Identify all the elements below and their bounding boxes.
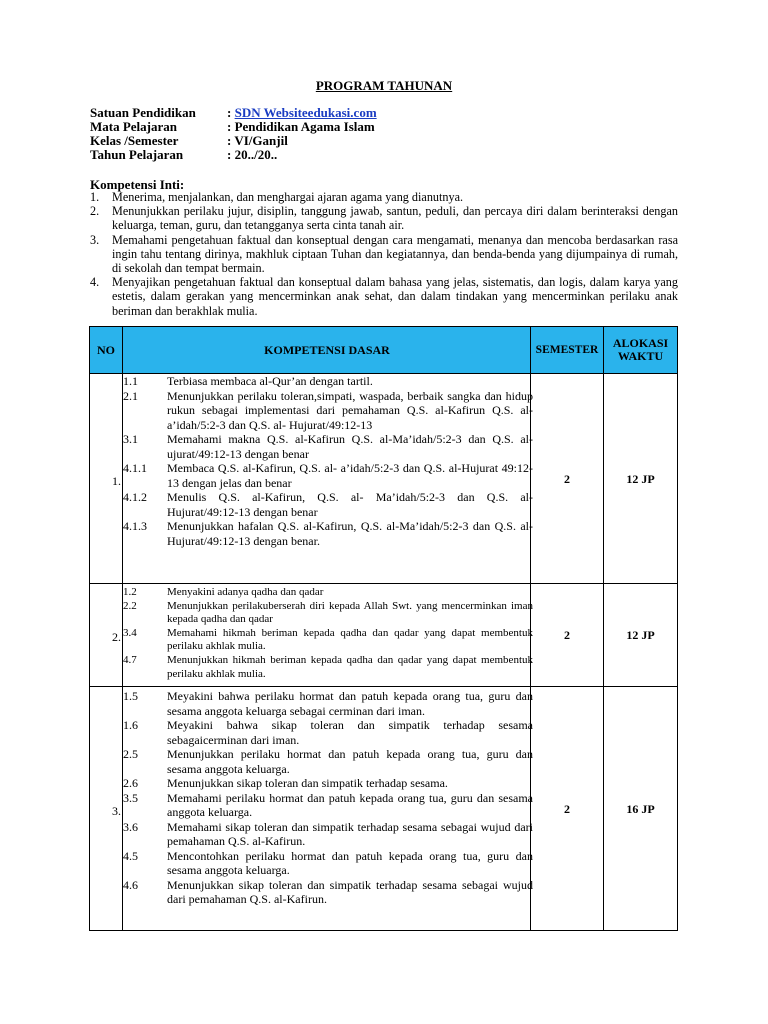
info-separator: : — [227, 147, 235, 162]
info-separator: : — [227, 119, 235, 134]
header-semester: SEMESTER — [535, 343, 599, 356]
info-value — [227, 106, 377, 120]
kd-text: Menunjukkan sikap toleran dan simpatik terhadap sesama sebagai wujud dari pemahaman Q.S. al-Kafirun. — [167, 877, 533, 906]
kd-item — [123, 689, 533, 718]
row-alokasi-waktu: 16 JP — [626, 801, 655, 816]
kd-number: 4.5 — [123, 848, 138, 863]
header-kompetensi-dasar: KOMPETENSI DASAR — [264, 342, 390, 357]
kd-text: Membaca Q.S. al-Kafirun, Q.S. al- a’idah/5:2-3 dan Q.S. al-Hujurat 49:12-13 dengan jelas dan benar — [167, 461, 533, 490]
kd-item — [123, 791, 533, 820]
kd-text: Memahami makna Q.S. al-Kafirun Q.S. al-Ma’idah/5:2-3 dan Q.S. al- ujurat/49:12-13 dengan benar — [167, 432, 533, 461]
info-value — [227, 148, 277, 162]
kd-item — [123, 519, 533, 548]
info-separator: : — [227, 133, 235, 148]
info-label: Kelas /Semester — [90, 133, 179, 148]
kd-text: Menunjukkan sikap toleran dan simpatik terhadap sesama. — [167, 776, 448, 790]
kd-item — [123, 490, 533, 519]
ki-text: Memahami pengetahuan faktual dan konseptual dengan cara mengamati, menanya dan mencoba berdasarkan rasa ingin tahu tentang dirinya, makhluk ciptaan Tuhan dan kegiatannya, dan benda-benda yang dijumpainya di rumah, di sekolah dan tempat bermain. — [112, 232, 678, 276]
info-separator: : — [227, 105, 235, 120]
info-value — [227, 134, 288, 148]
ki-number: 4. — [90, 275, 100, 290]
table-header — [90, 327, 677, 374]
kd-text: Menyakini adanya qadha dan qadar — [167, 586, 324, 598]
kd-item — [123, 461, 533, 490]
kd-number: 1.5 — [123, 689, 138, 703]
kd-text: Meyakini bahwa perilaku hormat dan patuh kepada orang tua, guru dan sesama anggota keluarga sebagai cerminan dari iman. — [167, 689, 533, 718]
page-title: PROGRAM TAHUNAN — [315, 78, 453, 93]
kd-number: 4.7 — [123, 653, 137, 666]
kd-list — [123, 689, 533, 907]
kd-number: 4.6 — [123, 877, 138, 892]
ki-text: Menyajikan pengetahuan faktual dan konseptual dalam bahasa yang jelas, sistematis, dan logis, dalam karya yang estetis, dalam gerakan yang mencerminkan anak sehat, dan dalam tindakan yang mencerminkan perilaku anak beriman dan berakhlak mulia. — [112, 275, 678, 318]
row-alokasi-waktu: 12 JP — [626, 471, 655, 486]
kd-number: 3.5 — [123, 790, 138, 805]
kd-text: Menunjukkan perilaku hormat dan patuh kepada orang tua, guru dan sesama anggota keluarga. — [167, 747, 533, 776]
info-label: Satuan Pendidikan — [90, 105, 196, 120]
kd-number: 2.5 — [123, 747, 138, 761]
kd-text: Menunjukkan perilakuberserah diri kepada Allah Swt. yang mencerminkan iman kepada qadha dan qadar — [167, 599, 533, 626]
info-link[interactable]: SDN Websiteedukasi.com — [234, 105, 377, 120]
kd-number: 3.1 — [123, 432, 138, 446]
kd-number: 1.6 — [123, 718, 138, 732]
kd-number: 1.2 — [123, 586, 137, 598]
kd-text: Menulis Q.S. al-Kafirun, Q.S. al- Ma’idah/5:2-3 dan Q.S. al- Hujurat/49:12-13 dengan benar — [167, 490, 533, 519]
row-semester: 2 — [564, 471, 570, 486]
kd-text: Menunjukkan perilaku toleran,simpati, waspada, berbaik sangka dan hidup rukun sebagai implementasi dari pemahaman Q.S. al-Kafirun Q.S. al- a’idah/5:2-3 dan Q.S. al- Hujurat/49:12-13 — [167, 388, 533, 432]
kd-number: 2.1 — [123, 388, 138, 403]
kd-item — [123, 776, 533, 791]
kd-item — [123, 600, 533, 627]
kompetensi-table — [89, 326, 678, 931]
ki-item — [90, 190, 678, 204]
kd-number: 4.1.3 — [123, 519, 147, 533]
ki-number: 2. — [90, 204, 100, 219]
row-semester: 2 — [564, 801, 570, 816]
kd-list — [123, 586, 533, 681]
row-semester: 2 — [564, 628, 570, 642]
kd-item — [123, 389, 533, 433]
kd-text: Menunjukkan hikmah beriman kepada qadha dan qadar yang dapat membentuk perilaku akhlak mulia. — [167, 653, 533, 680]
ki-item — [90, 275, 678, 318]
header-alokasi-waktu: ALOKASI WAKTU — [612, 336, 669, 363]
kompetensi-inti-heading: Kompetensi Inti: — [90, 177, 185, 192]
kd-text: Memahami sikap toleran dan simpatik terhadap sesama sebagai wujud dari pemahaman Q.S. al-Kafirun. — [167, 819, 533, 848]
kd-item — [123, 627, 533, 654]
ki-number: 1. — [90, 190, 100, 204]
kd-item — [123, 432, 533, 461]
kd-item — [123, 654, 533, 681]
kd-text: Memahami perilaku hormat dan patuh kepada orang tua, guru dan sesama anggota keluarga. — [167, 790, 533, 819]
kd-number: 4.1.2 — [123, 490, 147, 504]
kd-item — [123, 878, 533, 907]
kd-text: Terbiasa membaca al-Qur’an dengan tartil. — [167, 374, 373, 388]
kd-text: Memahami hikmah beriman kepada qadha dan qadar yang dapat membentuk perilaku akhlak mulia. — [167, 626, 533, 653]
info-text: VI/Ganjil — [234, 133, 288, 148]
header-no: NO — [97, 342, 115, 357]
info-text: 20../20.. — [234, 147, 278, 162]
kd-text: Menunjukkan hafalan Q.S. al-Kafirun, Q.S. al-Ma’idah/5:2-3 dan Q.S. al-Hujurat/49:12-13 dengan benar. — [167, 519, 533, 548]
info-label: Tahun Pelajaran — [90, 147, 184, 162]
kd-item — [123, 820, 533, 849]
ki-text: Menerima, menjalankan, dan menghargai ajaran agama yang dianutnya. — [112, 190, 464, 204]
info-label: Mata Pelajaran — [90, 119, 178, 134]
row-number: 3. — [112, 803, 121, 818]
kd-item — [123, 747, 533, 776]
kd-number: 1.1 — [123, 374, 138, 388]
ki-item — [90, 204, 678, 232]
kd-number: 3.6 — [123, 819, 138, 834]
kd-number: 3.4 — [123, 626, 137, 639]
kd-number: 2.6 — [123, 776, 138, 790]
kd-number: 4.1.1 — [123, 461, 147, 475]
ki-text: Menunjukkan perilaku jujur, disiplin, tanggung jawab, santun, peduli, dan percaya diri dalam berinteraksi dengan keluarga, teman, guru, dan tetangganya serta cinta tanah air. — [112, 204, 678, 233]
kd-item — [123, 374, 533, 389]
kd-text: Meyakini bahwa sikap toleran dan simpatik terhadap sesama sebagaicerminan dari iman. — [167, 718, 533, 747]
kd-number: 2.2 — [123, 599, 137, 612]
row-number: 1. — [112, 473, 121, 488]
info-value — [227, 120, 375, 134]
row-number: 2. — [112, 630, 121, 644]
kompetensi-inti-list — [90, 190, 678, 318]
info-text: Pendidikan Agama Islam — [234, 119, 375, 134]
kd-item — [123, 718, 533, 747]
row-divider — [90, 583, 677, 584]
row-divider — [90, 686, 677, 687]
kd-item — [123, 586, 533, 600]
kd-list — [123, 374, 533, 548]
kd-item — [123, 849, 533, 878]
ki-number: 3. — [90, 232, 100, 247]
ki-item — [90, 233, 678, 276]
kd-text: Mencontohkan perilaku hormat dan patuh kepada orang tua, guru dan sesama anggota keluarga. — [167, 848, 533, 877]
row-alokasi-waktu: 12 JP — [626, 628, 655, 642]
